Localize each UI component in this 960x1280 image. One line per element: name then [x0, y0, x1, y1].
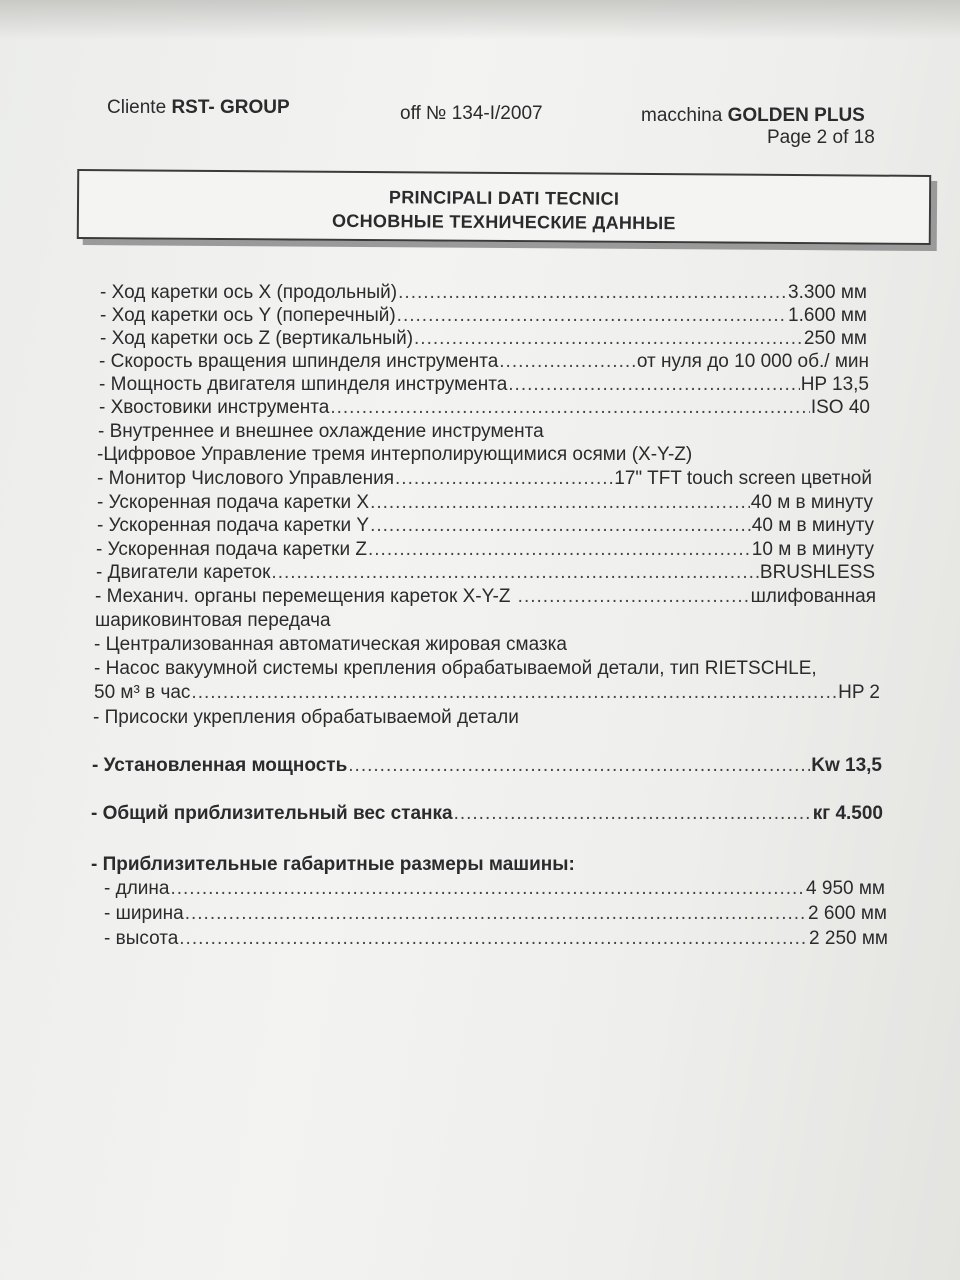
- spec-text: - Внутреннее и внешнее охлаждение инструмента: [98, 421, 544, 442]
- spec-value: 40 м в минуту: [750, 492, 873, 513]
- spec-label: - высота: [104, 928, 179, 949]
- spec-text: -Цифровое Управление тремя интерполирующимися осями (X-Y-Z): [97, 444, 693, 465]
- page-edge-shadow: [0, 0, 960, 40]
- spec-value: 250 мм: [803, 328, 867, 349]
- spec-text: шариковинтовая передача: [95, 610, 331, 631]
- spec-label: - ширина: [104, 903, 184, 924]
- spec-row: [100, 305, 867, 329]
- dimension-row: [104, 878, 885, 902]
- spec-value: ISO 40: [810, 397, 870, 418]
- installed-power-row: [92, 755, 882, 779]
- client-label: Cliente: [107, 97, 167, 118]
- spec-text: - Насос вакуумной системы крепления обрабатываемой детали, тип RIETSCHLE,: [94, 658, 817, 679]
- spec-value: 1.600 мм: [788, 305, 867, 326]
- spec-row: [96, 539, 874, 563]
- title-russian: ОСНОВНЫЕ ТЕХНИЧЕСКИЕ ДАННЫЕ: [331, 210, 676, 234]
- spec-value: 40 м в минуту: [751, 515, 874, 536]
- spec-label: - Ход каретки ось X (продольный): [100, 282, 398, 303]
- spec-value: 3.300 мм: [788, 282, 867, 303]
- offer-number: off № 134-I/2007: [400, 103, 543, 124]
- spec-row: [100, 328, 867, 352]
- spec-value: 10 м в минуту: [751, 539, 874, 560]
- spec-label: - Ускоренная подача каретки X: [97, 492, 370, 513]
- dimensions-heading: - Приблизительные габаритные размеры машины:: [91, 854, 575, 875]
- spec-label: - Общий приблизительный вес станка: [91, 803, 453, 824]
- spec-label: 50 м³ в час: [94, 682, 191, 703]
- spec-value: 2 250 мм: [809, 928, 888, 949]
- client-value: RST- GROUP: [171, 97, 290, 118]
- spec-row: [99, 351, 869, 375]
- spec-row: [97, 515, 874, 539]
- spec-label: - Ход каретки ось Z (вертикальный): [100, 328, 414, 349]
- spec-label: - Двигатели кареток: [96, 562, 271, 583]
- spec-label: - длина: [104, 878, 170, 899]
- dimension-row: [104, 903, 887, 927]
- spec-value: 4 950 мм: [806, 878, 885, 899]
- spec-row: [94, 682, 880, 706]
- spec-text: - Присоски укрепления обрабатываемой детали: [93, 707, 519, 728]
- spec-label: - Хвостовики инструмента: [99, 397, 330, 418]
- spec-value: Kw 13,5: [811, 755, 882, 776]
- spec-row: [99, 374, 869, 398]
- spec-value: от нуля до 10 000 об./ мин: [636, 351, 869, 372]
- spec-label: - Мощность двигателя шпинделя инструмента: [99, 374, 508, 395]
- spec-label: - Установленная мощность: [92, 755, 348, 776]
- spec-row: [95, 586, 876, 610]
- client-field: [107, 97, 290, 119]
- spec-label: - Скорость вращения шпинделя инструмента: [99, 351, 499, 372]
- dimension-row: [104, 928, 888, 952]
- spec-value: 2 600 мм: [808, 903, 887, 924]
- spec-label: - Ход каретки ось Y (поперечный): [100, 305, 396, 326]
- spec-row: [97, 492, 873, 516]
- spec-row: [97, 468, 872, 492]
- spec-value: HP 13,5: [800, 374, 869, 395]
- spec-row: [96, 562, 875, 586]
- weight-row: [91, 803, 883, 827]
- spec-row: [99, 397, 870, 421]
- spec-label: - Ускоренная подача каретки Y: [97, 515, 370, 536]
- spec-label: - Механич. органы перемещения кареток X-Y-Z: [95, 586, 511, 607]
- page-number: Page 2 of 18: [767, 127, 875, 148]
- machine-field: [641, 105, 865, 127]
- spec-value: шлифованная: [750, 586, 876, 607]
- spec-label: - Ускоренная подача каретки Z: [96, 539, 367, 560]
- spec-text: - Централизованная автоматическая жировая смазка: [94, 634, 567, 655]
- spec-label: - Монитор Числового Управления: [97, 468, 395, 489]
- spec-value: HP 2: [838, 682, 880, 703]
- machine-value: GOLDEN PLUS: [727, 105, 865, 126]
- machine-label: macchina: [641, 105, 723, 126]
- spec-value: BRUSHLESS: [759, 562, 875, 583]
- spec-row: [100, 282, 867, 306]
- spec-value: 17" TFT touch screen цветной: [614, 468, 872, 489]
- title-italian: PRINCIPALI DATI TECNICI: [388, 187, 620, 209]
- spec-value: кг 4.500: [812, 803, 883, 824]
- title-box: [77, 169, 931, 245]
